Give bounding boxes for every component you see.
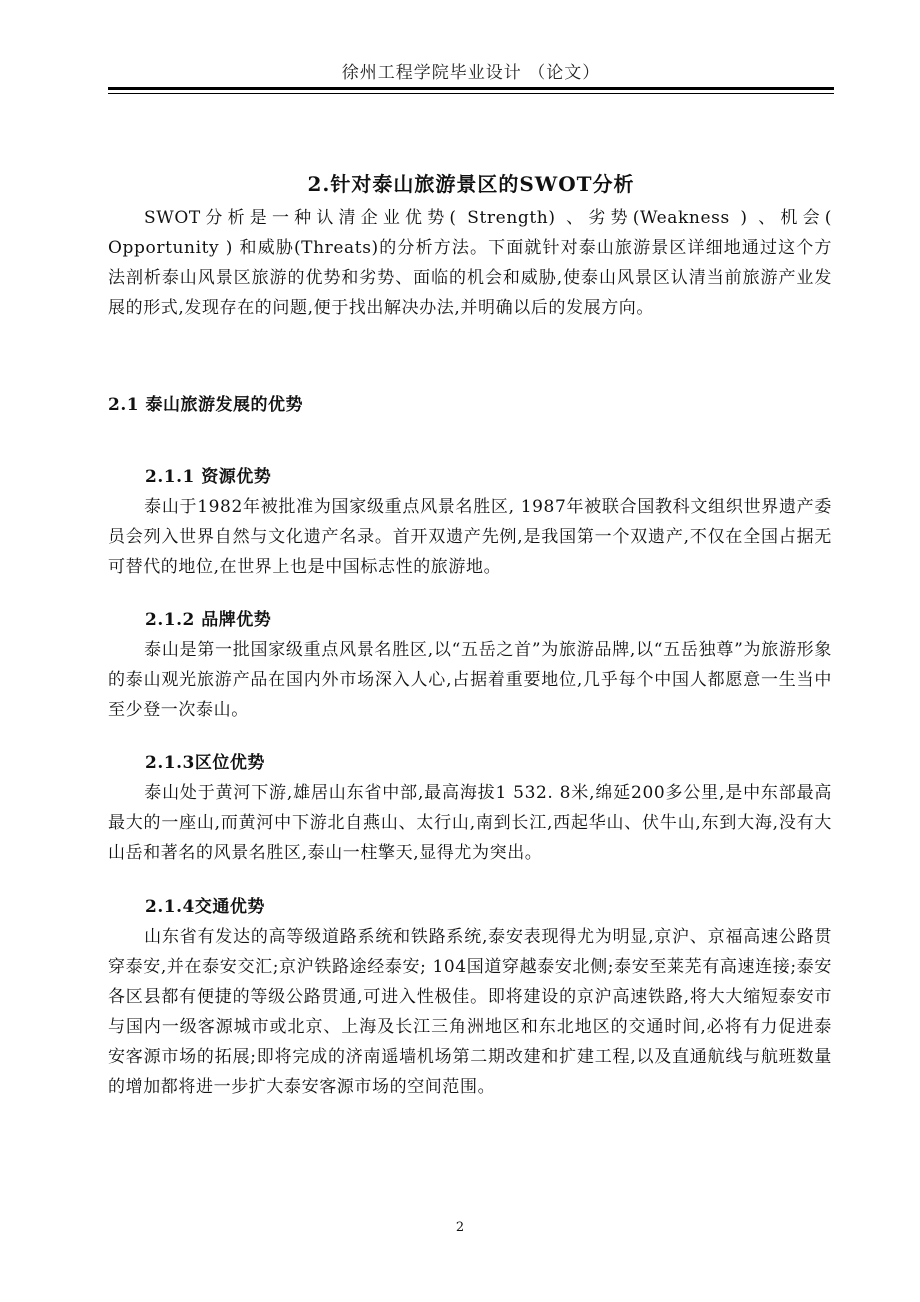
paragraph-location-text: 泰山处于黄河下游,雄居山东省中部,最高海拔1 532. 8米,绵延200多公里,是中东部最高最大的一座山,而黄河中下游北自燕山、太行山,南到长江,西起华山、伏牛山,东到大海,没有大山岳和著名的风景名胜区,泰山一柱擎天,显得尤为突出。 xyxy=(108,783,832,863)
heading-2-1-1: 2.1.1 资源优势 xyxy=(145,467,272,487)
paragraph-location xyxy=(108,778,832,868)
section-title: 2.针对泰山旅游景区的SWOT分析 xyxy=(307,172,635,196)
paragraph-transport xyxy=(108,922,832,1102)
paragraph-resources-text: 泰山于1982年被批准为国家级重点风景名胜区, 1987年被联合国教科文组织世界遗产委员会列入世界自然与文化遗产名录。首开双遗产先例,是我国第一个双遗产,不仅在全国占据无可替代的地位,在世界上也是中国标志性的旅游地。 xyxy=(108,497,832,577)
header-rule-thin xyxy=(108,93,834,94)
page-header: 徐州工程学院毕业设计 （论文） xyxy=(341,63,601,83)
paragraph-brand-text: 泰山是第一批国家级重点风景名胜区,以“五岳之首”为旅游品牌,以“五岳独尊”为旅游形象的泰山观光旅游产品在国内外市场深入人心,占据着重要地位,几乎每个中国人都愿意一生当中至少登一次泰山。 xyxy=(108,640,832,720)
paragraph-brand xyxy=(108,635,832,725)
intro-text: SWOT分析是一种认清企业优势( Strength) 、劣势(Weakness ) 、机会( Opportunity ) 和威胁(Threats)的分析方法。下面就针对泰山旅游景区详细地通过这个方法剖析泰山风景区旅游的优势和劣势、面临的机会和威胁,使泰山风景区认清当前旅游产业发展的形式,发现存在的问题,便于找出解决办法,并明确以后的发展方向。 xyxy=(108,208,832,318)
heading-2-1-3: 2.1.3区位优势 xyxy=(145,753,265,773)
heading-2-1-2: 2.1.2 品牌优势 xyxy=(145,610,272,630)
header-rule-thick xyxy=(108,87,834,90)
paragraph-transport-text: 山东省有发达的高等级道路系统和铁路系统,泰安表现得尤为明显,京沪、京福高速公路贯穿泰安,并在泰安交汇;京沪铁路途经泰安; 104国道穿越泰安北侧;泰安至莱芜有高速连接;泰安各区县都有便捷的等级公路贯通,可进入性极佳。即将建设的京沪高速铁路,将大大缩短泰安市与国内一级客源城市或北京、上海及长江三角洲地区和东北地区的交通时间,必将有力促进泰安客源市场的拓展;即将完成的济南遥墙机场第二期改建和扩建工程,以及直通航线与航班数量的增加都将进一步扩大泰安客源市场的空间范围。 xyxy=(108,927,832,1097)
page-number: 2 xyxy=(455,1220,465,1235)
paragraph-resources xyxy=(108,492,832,582)
intro-paragraph xyxy=(108,203,832,323)
heading-2-1: 2.1 泰山旅游发展的优势 xyxy=(108,395,303,415)
heading-2-1-4: 2.1.4交通优势 xyxy=(145,897,265,917)
